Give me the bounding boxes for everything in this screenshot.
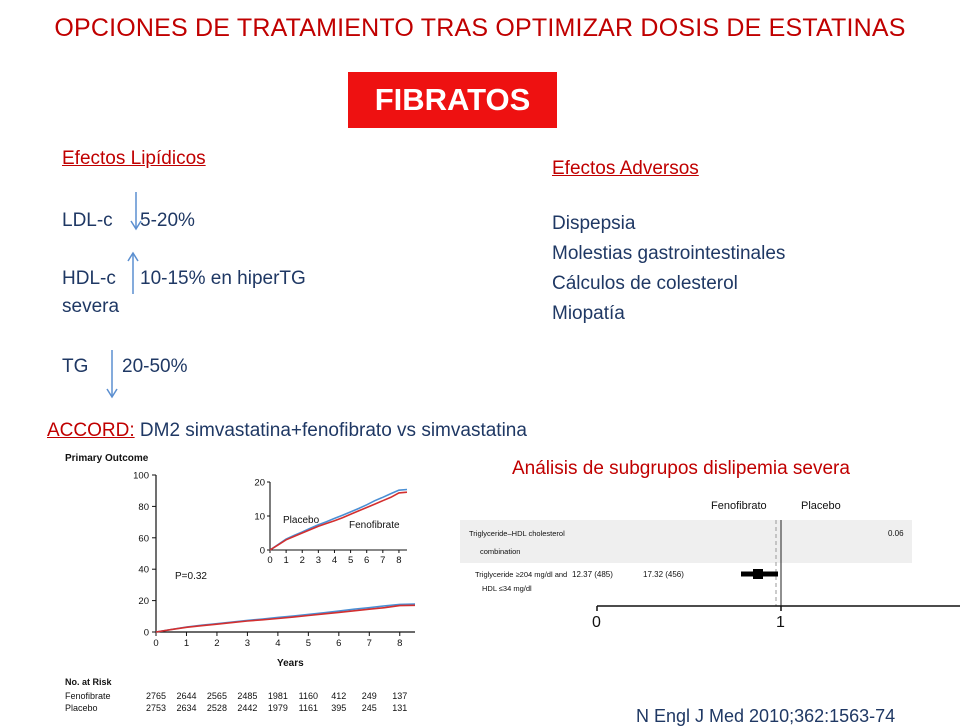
y-tick-label: 80 — [138, 501, 149, 513]
accord-line — [47, 420, 527, 442]
hdl-value: 10-15% en hiperTG — [140, 268, 306, 289]
hdl-value-cont: severa — [62, 296, 120, 317]
forest-tick-label-1: 1 — [776, 614, 785, 631]
y-tick-label: 100 — [133, 470, 149, 482]
inset-x-tick-label: 8 — [396, 555, 402, 566]
tg-arrow-down-icon — [104, 348, 120, 400]
lipid-effects-heading: Efectos Lipídicos — [62, 148, 206, 169]
at-risk-value: 2565 — [206, 691, 227, 701]
inset-x-tick-label: 5 — [347, 555, 354, 566]
x-tick-label: 3 — [244, 638, 251, 649]
y-tick-label: 0 — [143, 627, 149, 639]
row2-placebo-value: 17.32 (456) — [643, 570, 684, 579]
at-risk-value: 1979 — [267, 703, 288, 713]
inset-label-fenofibrate: Fenofibrate — [349, 520, 400, 531]
inset-x-tick-label: 0 — [267, 555, 273, 566]
inset-x-tick-label: 4 — [331, 555, 338, 566]
chart-title: Primary Outcome — [65, 453, 149, 464]
journal-reference: N Engl J Med 2010;362:1563-74 — [636, 706, 896, 726]
x-tick-label: 5 — [305, 638, 312, 649]
km-chart — [55, 448, 430, 720]
at-risk-value: 395 — [331, 703, 347, 713]
inset-label-placebo: Placebo — [283, 515, 320, 526]
y-tick-label: 20 — [138, 596, 149, 608]
row1-label-1: Triglyceride–HDL cholesterol — [469, 529, 565, 538]
inset-y-tick-label: 20 — [254, 477, 265, 489]
at-risk-value: 137 — [392, 691, 408, 701]
inset-x-tick-label: 1 — [283, 555, 289, 566]
adverse-item-2: Molestias gastrointestinales — [552, 243, 786, 264]
row2-label-2: HDL ≤34 mg/dl — [482, 584, 532, 593]
inset-y-tick-label: 0 — [259, 545, 265, 557]
at-risk-value: 1981 — [267, 691, 288, 701]
inset-x-tick-label: 7 — [380, 555, 386, 566]
p-value-annotation: P=0.32 — [175, 571, 207, 582]
at-risk-value: 131 — [392, 703, 408, 713]
subgroup-heading: Análisis de subgrupos dislipemia severa — [512, 458, 850, 479]
x-axis-label: Years — [277, 658, 304, 669]
x-tick-label: 4 — [275, 638, 281, 649]
ldl-value: 5-20% — [140, 210, 195, 231]
y-tick-label: 60 — [138, 533, 149, 545]
row2-label-1: Triglyceride ≥204 mg/dl and — [475, 570, 568, 579]
tg-value: 20-50% — [122, 356, 188, 377]
at-risk-label-fenofibrate: Fenofibrate — [65, 691, 111, 701]
series-line-fenofibrate — [156, 605, 415, 632]
adverse-item-4: Miopatía — [552, 303, 625, 324]
at-risk-value: 2528 — [206, 703, 227, 713]
at-risk-value: 245 — [361, 703, 377, 713]
inset-x-tick-label: 3 — [315, 555, 322, 566]
forest-tick-label-0: 0 — [592, 614, 601, 631]
adverse-item-1: Dispepsia — [552, 213, 636, 234]
accord-label: ACCORD: — [47, 420, 135, 441]
at-risk-value: 2634 — [176, 703, 197, 713]
at-risk-value: 1160 — [298, 691, 319, 701]
row2-feno-value: 12.37 (485) — [572, 570, 613, 579]
at-risk-value: 2442 — [237, 703, 258, 713]
fibratos-badge: FIBRATOS — [348, 72, 557, 128]
row1-shading — [460, 520, 912, 563]
x-tick-label: 2 — [214, 638, 220, 649]
slide-title: OPCIONES DE TRATAMIENTO TRAS OPTIMIZAR DOSIS DE ESTATINAS — [54, 14, 906, 42]
x-tick-label: 1 — [183, 638, 190, 649]
at-risk-label-placebo: Placebo — [65, 703, 98, 713]
adverse-item-3: Cálculos de colesterol — [552, 273, 738, 294]
x-tick-label: 8 — [397, 638, 403, 649]
at-risk-value: 249 — [361, 691, 377, 701]
ldl-label: LDL-c — [62, 210, 113, 231]
x-tick-label: 6 — [336, 638, 342, 649]
placebo-label: Placebo — [801, 500, 841, 512]
inset-x-tick-label: 2 — [299, 555, 305, 566]
point-estimate-square — [753, 569, 763, 579]
inset-x-tick-label: 6 — [364, 555, 370, 566]
x-tick-label: 7 — [366, 638, 372, 649]
adverse-effects-heading: Efectos Adversos — [552, 158, 699, 179]
at-risk-value: 1161 — [298, 703, 319, 713]
forest-plot — [460, 490, 960, 640]
row1-label-2: combination — [480, 547, 521, 556]
at-risk-value: 2765 — [145, 691, 167, 701]
x-tick-label: 0 — [153, 638, 159, 649]
fenofibrato-label: Fenofibrato — [711, 500, 767, 512]
hdl-label: HDL-c — [62, 268, 116, 289]
at-risk-value: 2644 — [176, 691, 197, 701]
tg-label: TG — [62, 356, 89, 377]
at-risk-heading: No. at Risk — [65, 677, 112, 687]
hdl-arrow-up-icon — [125, 250, 141, 296]
accord-text: DM2 simvastatina+fenofibrato vs simvastatina — [134, 420, 527, 441]
at-risk-value: 2485 — [237, 691, 258, 701]
at-risk-value: 2753 — [145, 703, 167, 713]
at-risk-value: 412 — [331, 691, 347, 701]
y-tick-label: 40 — [138, 564, 149, 576]
row1-p-value: 0.06 — [888, 529, 904, 538]
inset-y-tick-label: 10 — [254, 511, 265, 523]
